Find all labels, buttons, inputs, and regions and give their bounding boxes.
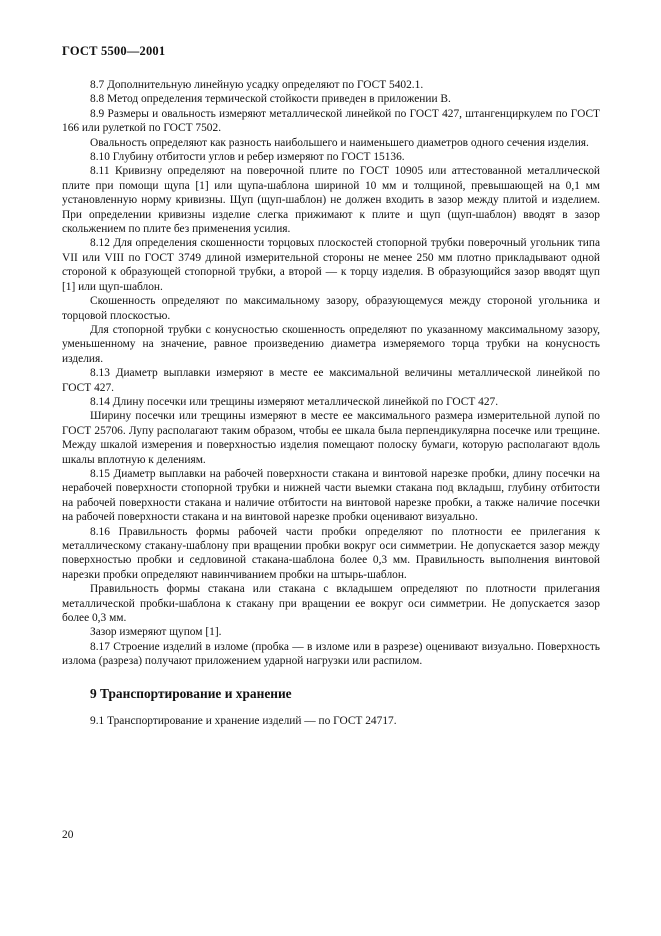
paragraph-gap-measure: Зазор измеряют щупом [1]. [90,626,222,639]
paragraph-ovality: Овальность определяют как разность наибольшего и наименьшего диаметров одного сечения изделия. [90,136,589,149]
paragraph-skew-conical: Для стопорной трубки с конусностью скошенность определяют по указанному максимальному зазору, уменьшенному на значение, равное произведению диаметра измеряемого торца трубки на конусность изделия. [62,323,600,365]
paragraph-8-8: 8.8 Метод определения термической стойкости приведен в приложении В. [90,93,451,106]
paragraph-9-1: 9.1 Транспортирование и хранение изделий — по ГОСТ 24717. [90,714,397,727]
paragraph-8-11: 8.11 Кривизну определяют на поверочной плите по ГОСТ 10905 или аттестованной металлической плите при помощи щупа [1] или щупа-шаблона шириной 10 мм и толщиной, превышающей на 0,1 мм установленную норму кривизны. Щуп (щуп-шаблон) не должен входить в зазор между плитой и изделием. При определении кривизны изделие слегка прижимают к плите и щуп (щуп-шаблон) вводят в зазор скольжением по плите без применения усилия. [62,165,600,236]
paragraph-8-7: 8.7 Дополнительную линейную усадку определяют по ГОСТ 5402.1. [90,79,424,91]
paragraph-skew-definition: Скошенность определяют по максимальному зазору, образующемуся между стороной угольника и торцовой плоскостью. [62,295,600,322]
section-9-heading: 9 Транспортирование и хранение [90,685,292,701]
paragraph-8-9: 8.9 Размеры и овальность измеряют металлической линейкой по ГОСТ 427, штангенциркулем по ГОСТ 166 или рулеткой по ГОСТ 7502. [62,107,600,135]
paragraph-crack-width: Ширину посечки или трещины измеряют в месте ее максимального размера измерительной лупой по ГОСТ 25706. Лупу располагают таким образом, чтобы ее шкала была перпендикулярна посечке или трещине. Между шкалой измерения и поверхностью изделия помещают полоску бумаги, которую располагают вдоль шкалы вплотную к делениям. [62,410,600,466]
paragraph-8-15: 8.15 Диаметр выплавки на рабочей поверхности стакана и винтовой нарезке пробки, длину посечки на нерабочей поверхности стопорной трубки и нижней части выемки стакана под вкладыш, глубину отбитости на рабочей поверхности стакана и наличие отбитости на винтовой нарезке пробки, а также наличие посечки на рабочей поверхности стакана и на винтовой нарезке пробки оценивают визуально. [62,467,600,524]
paragraph-8-13: 8.13 Диаметр выплавки измеряют в месте ее максимальной величины металлической линейкой по ГОСТ 427. [62,367,600,394]
document-header: ГОСТ 5500—2001 [62,44,166,58]
paragraph-8-12: 8.12 Для определения скошенности торцовых плоскостей стопорной трубки поверочный угольник типа VII или VIII по ГОСТ 3749 длиной измерительной стороны не менее 250 мм плотно прикладывают одной стороной к образующей стопорной трубки, а второй — к торцу изделия. В образующийся зазор вводят щуп [1] или щуп-шаблон. [62,237,600,293]
paragraph-8-16: 8.16 Правильность формы рабочей части пробки определяют по плотности ее прилегания к металлическому стакану-шаблону при вращении пробки вокруг оси симметрии. Не допускается зазор между поверхностью пробки и седловиной стакана-шаблона более 0,3 мм. Правильность выполнения винтовой нарезки пробки определяют навинчиванием пробки на штырь-шаблон. [62,525,600,581]
page-number: 20 [62,829,74,841]
paragraph-8-14: 8.14 Длину посечки или трещины измеряют металлической линейкой по ГОСТ 427. [90,395,499,408]
paragraph-8-17: 8.17 Строение изделий в изломе (пробка — в изломе или в разрезе) оценивают визуально. Поверхность излома (разреза) получают приложением ударной нагрузки или распилом. [62,640,600,668]
document-body [62,78,600,728]
paragraph-8-10: 8.10 Глубину отбитости углов и ребер измеряют по ГОСТ 15136. [90,151,405,164]
paragraph-cup-form: Правильность формы стакана или стакана с вкладышем определяют по плотности прилегания металлической пробки-шаблона к стакану при вращении ее вокруг оси симметрии. Не допускается зазор более 0,3 мм. [62,583,600,625]
